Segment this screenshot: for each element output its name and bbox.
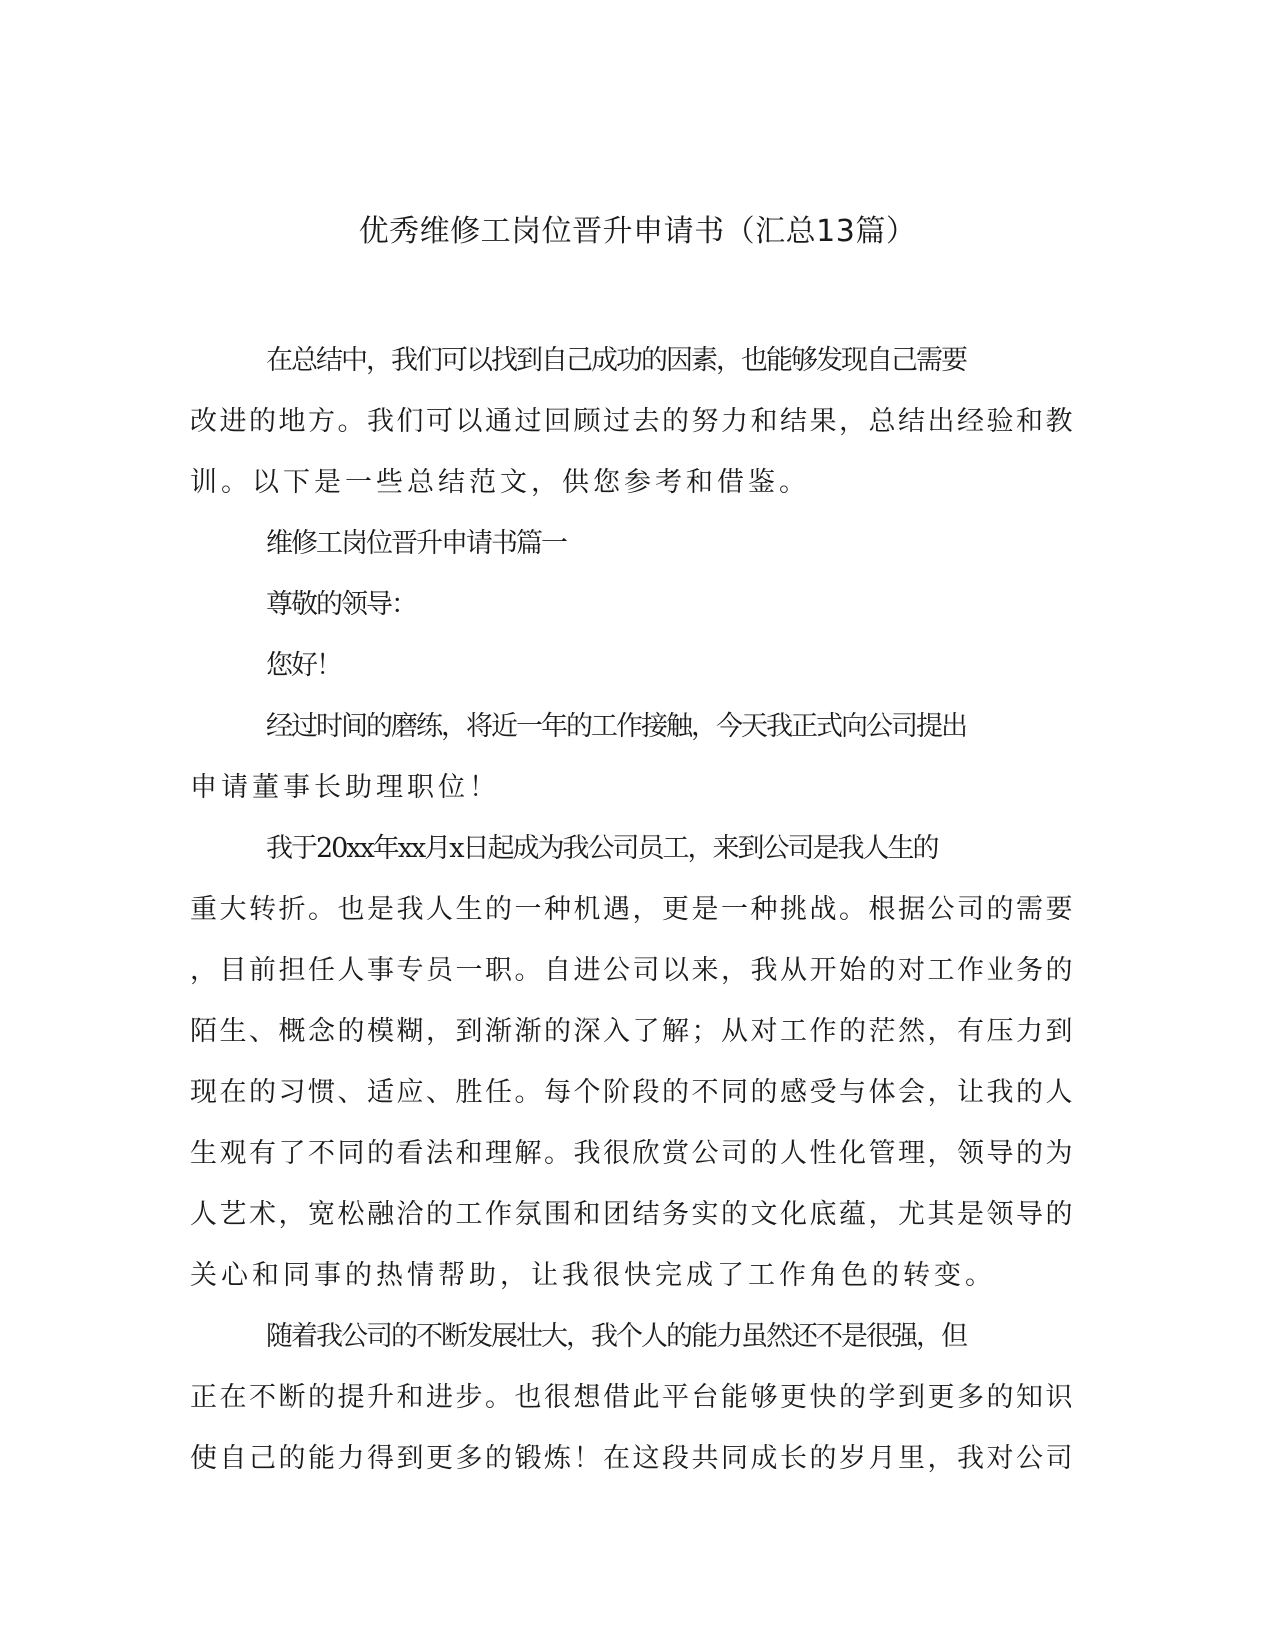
text-line: 在总结中，我们可以找到自己成功的因素，也能够发现自己需要 [266,345,966,376]
paragraph-intro [190,330,1078,513]
paragraph-growth [190,1306,1078,1489]
text-line: 重大转折。也是我人生的一种机遇，更是一种挑战。根据公司的需要 [190,894,1075,925]
document-body [190,330,1078,1489]
text-line: 我于20xx年xx月x日起成为我公司员工，来到公司是我人生的 [266,833,938,864]
text-line: 改进的地方。我们可以通过回顾过去的努力和结果，总结出经验和教 [190,406,1075,437]
text-line: 随着我公司的不断发展壮大，我个人的能力虽然还不是很强，但 [266,1321,966,1352]
greeting [190,635,1078,696]
salutation [190,574,1078,635]
paragraph-request [190,696,1078,818]
text-line: 生观有了不同的看法和理解。我很欣赏公司的人性化管理，领导的为 [190,1138,1075,1169]
text-line: 正在不断的提升和进步。也很想借此平台能够更快的学到更多的知识 [190,1382,1075,1413]
text-line: 尊敬的领导： [266,589,416,620]
paragraph-experience [190,818,1078,1306]
text-line: 经过时间的磨练，将近一年的工作接触，今天我正式向公司提出 [266,711,966,742]
text-line: 维修工岗位晋升申请书篇一 [266,528,566,559]
document-title: 优秀维修工岗位晋升申请书（汇总13篇） [358,214,917,249]
text-line: 关心和同事的热情帮助，让我很快完成了工作角色的转变。 [190,1260,996,1291]
text-line: 使自己的能力得到更多的锻炼！在这段共同成长的岁月里，我对公司 [190,1443,1075,1474]
text-line: 陌生、概念的模糊，到渐渐的深入了解；从对工作的茫然，有压力到 [190,1016,1075,1047]
text-line: ，目前担任人事专员一职。自进公司以来，我从开始的对工作业务的 [190,955,1075,986]
text-line: 训。以下是一些总结范文，供您参考和借鉴。 [190,467,810,498]
text-line: 申请董事长助理职位！ [190,772,500,803]
text-line: 现在的习惯、适应、胜任。每个阶段的不同的感受与体会，让我的人 [190,1077,1075,1108]
section-heading [190,513,1078,574]
text-line: 人艺术，宽松融洽的工作氛围和团结务实的文化底蕴，尤其是领导的 [190,1199,1075,1230]
text-line: 您好！ [266,650,341,681]
